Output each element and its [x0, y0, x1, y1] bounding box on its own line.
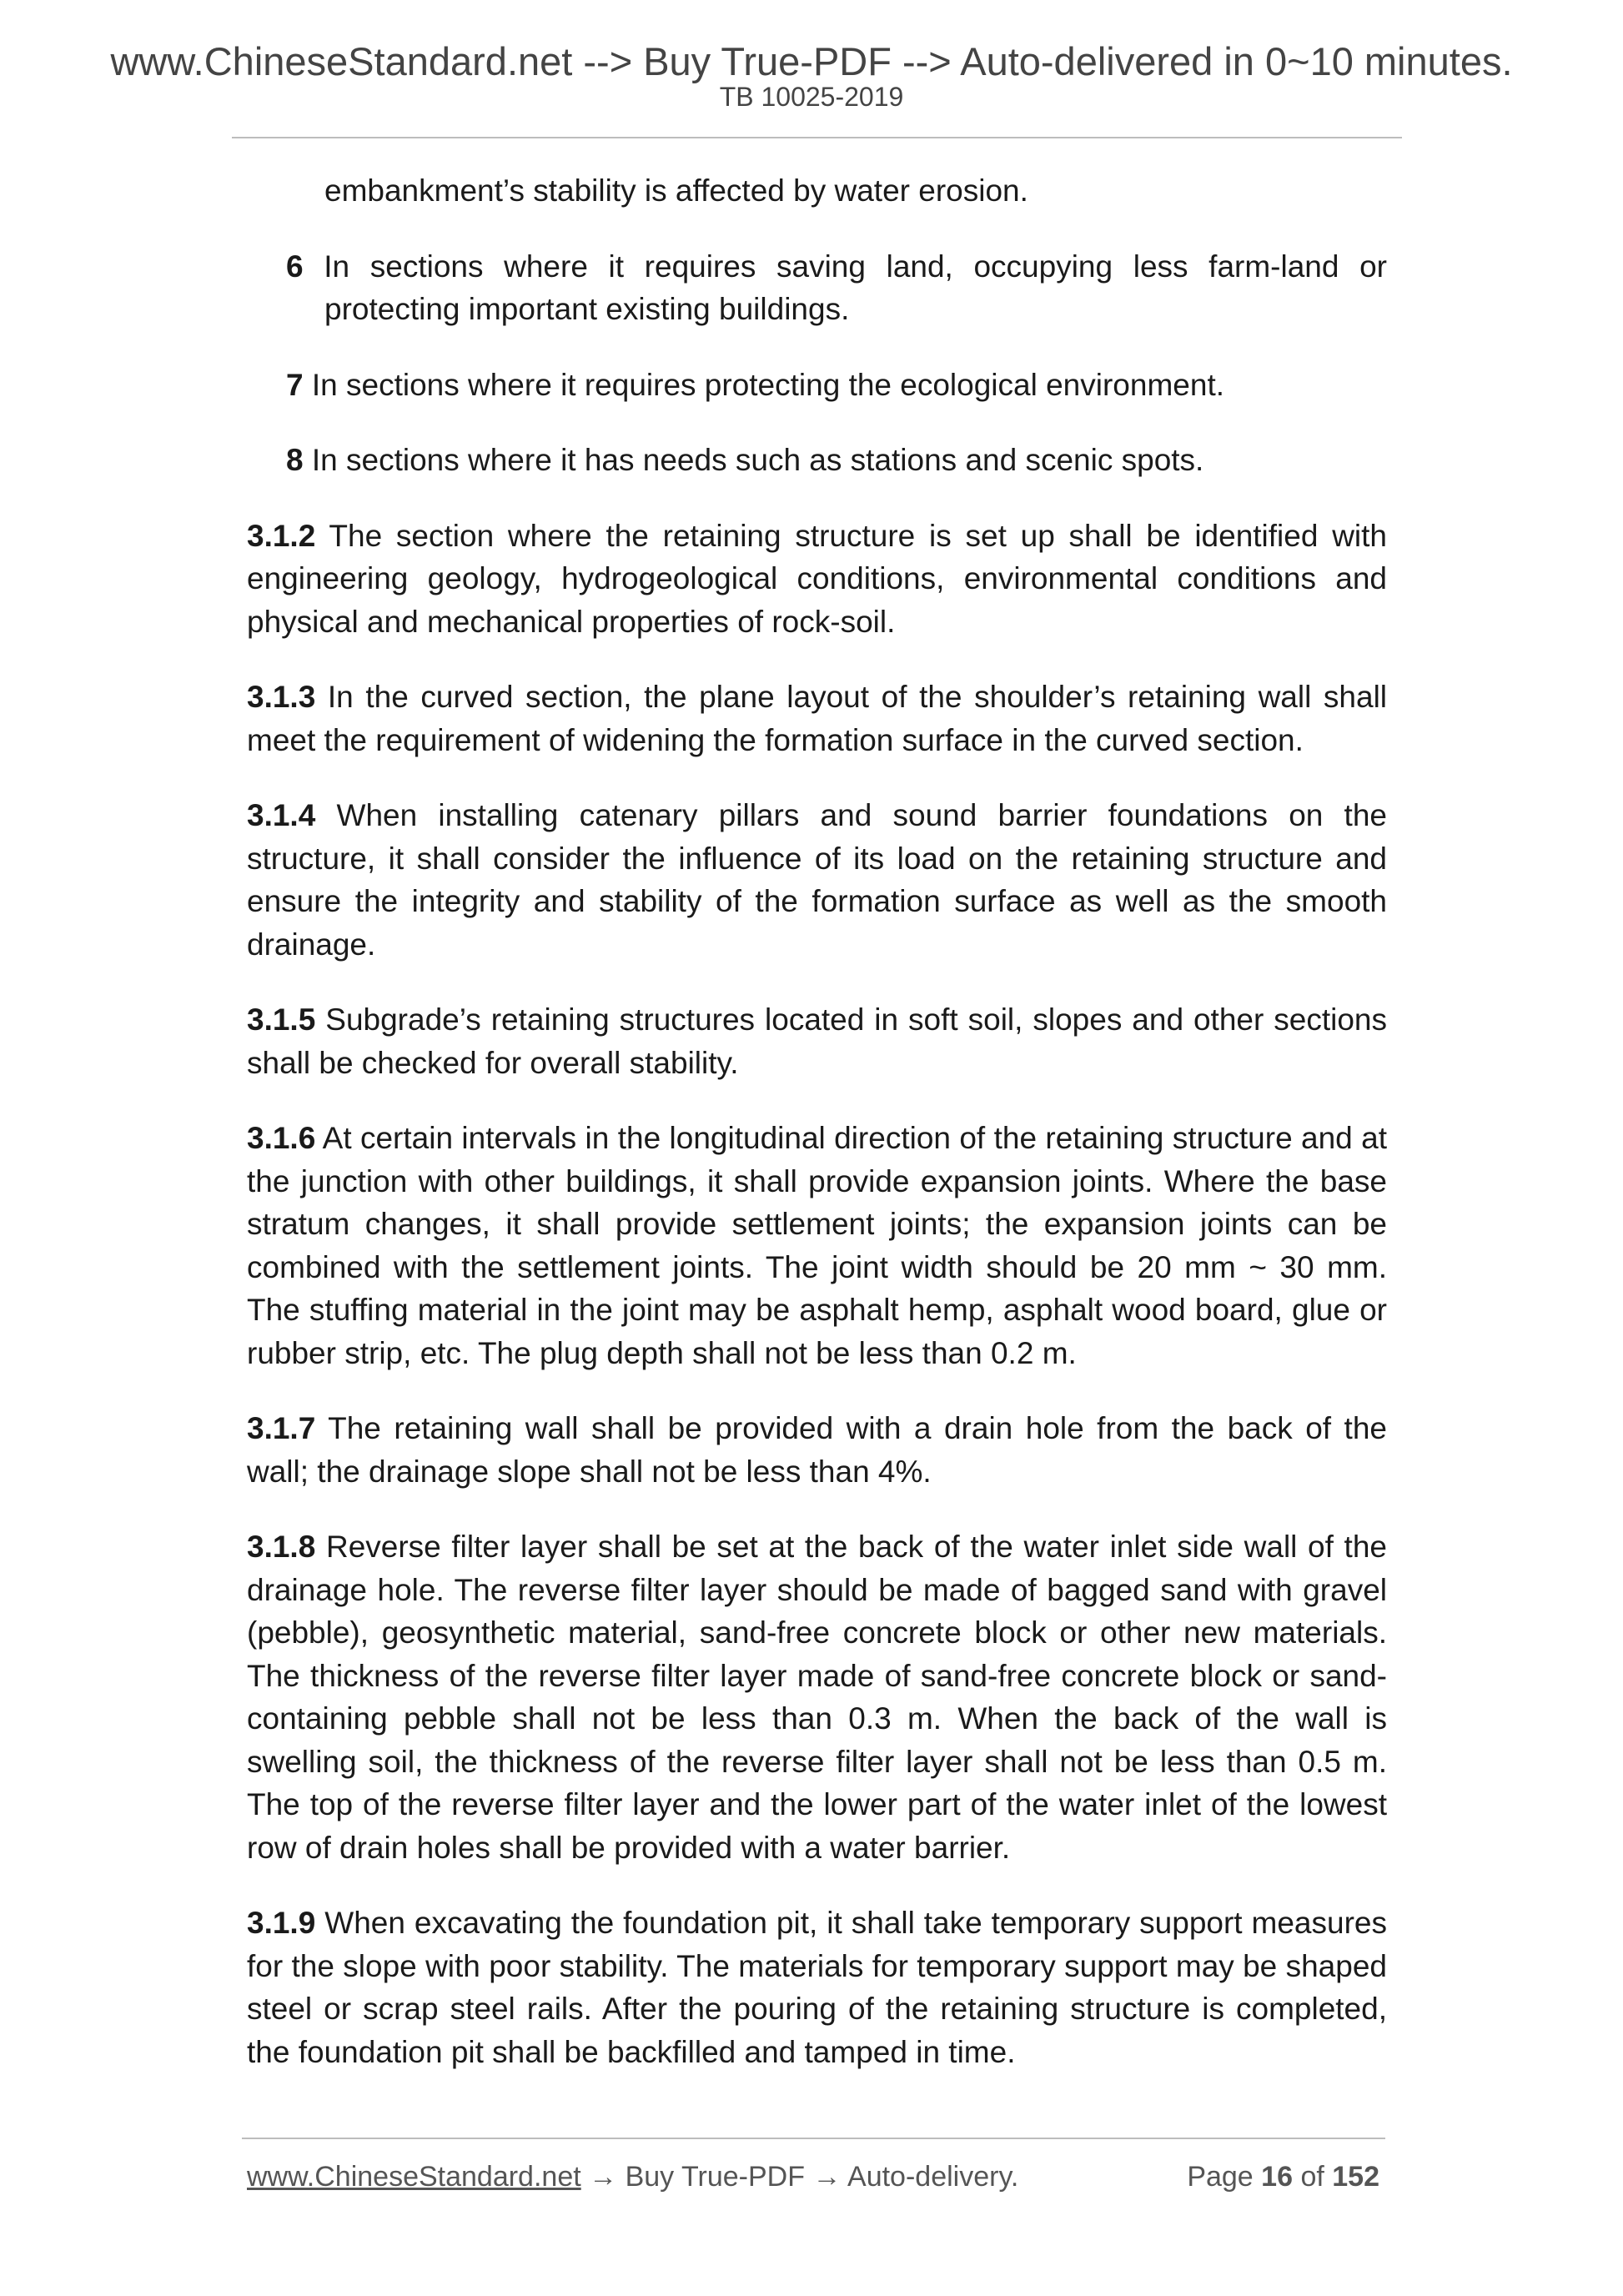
list-item: [285, 439, 1387, 482]
clause-3-1-3: [247, 676, 1387, 761]
clause-number: 3.1.6: [247, 1121, 316, 1155]
page-counter: [1187, 2161, 1379, 2193]
clause-text: In the curved section, the plane layout of the shoulder’s retaining wall shall meet the requirement of widening the formation surface in the curved section.: [247, 680, 1388, 757]
clause-3-1-9: [247, 1902, 1387, 2073]
item-number: 6: [286, 249, 304, 284]
clause-3-1-4: [247, 794, 1387, 966]
delivery-text: Auto-delivery.: [847, 2161, 1019, 2193]
arrow-right-icon: →: [589, 2161, 618, 2193]
item-text: In sections where it requires saving land, occupying less farm-land or protecting important existing buildings.: [324, 249, 1388, 326]
item-number: 7: [286, 367, 304, 402]
clause-number: 3.1.3: [247, 680, 316, 714]
footer-divider: [242, 2138, 1385, 2139]
clause-3-1-5: [247, 998, 1387, 1084]
item-number: 8: [286, 443, 304, 477]
clause-3-1-8: [247, 1525, 1387, 1869]
clause-number: 3.1.7: [247, 1411, 316, 1445]
clause-text: Reverse filter layer shall be set at the back of the water inlet side wall of the drainage hole. The reverse filter layer should be made of bagged sand with gravel (pebble), geosynthetic material, sand-free concrete block or other new materials. The thickness of the reverse filter layer made of sand-free concrete block or sand-containing pebble shall not be less than 0.3 m. When the back of the wall is swelling soil, the thickness of the reverse filter layer shall not be less than 0.5 m. The top of the reverse filter layer and the lower part of the water inlet of the lowest row of drain holes shall be provided with a water barrier.: [247, 1530, 1387, 1865]
document-number: TB 10025-2019: [719, 82, 904, 112]
clause-number: 3.1.4: [247, 798, 316, 832]
site-banner: www.ChineseStandard.net --> Buy True-PDF --> Auto-delivered in 0~10 minutes.: [110, 39, 1513, 83]
continuation-text: embankment’s stability is affected by water erosion.: [324, 173, 1028, 208]
header-divider: [232, 137, 1402, 138]
clause-text: The section where the retaining structure is set up shall be identified with engineering geology, hydrogeological conditions, environmental conditions and physical and mechanical properties of rock-soil.: [247, 518, 1387, 639]
list-item: [285, 364, 1387, 407]
clause-text: Subgrade’s retaining structures located in soft soil, slopes and other sections shall be checked for overall stability.: [247, 1002, 1388, 1080]
clause-number: 3.1.5: [247, 1002, 316, 1037]
clause-3-1-2: [247, 515, 1387, 644]
site-link[interactable]: www.ChineseStandard.net: [247, 2161, 581, 2193]
clause-number: 3.1.2: [247, 518, 316, 553]
item-text: In sections where it has needs such as stations and scenic spots.: [311, 443, 1204, 477]
page-body: [247, 169, 1387, 2106]
clause-text: When installing catenary pillars and sound barrier foundations on the structure, it shall consider the influence of its load on the retaining structure and ensure the integrity and stability of the formation surface as well as the smooth drainage.: [247, 798, 1387, 962]
item-text: In sections where it requires protecting the ecological environment.: [311, 367, 1224, 402]
footer-promo: [247, 2161, 1018, 2193]
page-label: Page: [1187, 2161, 1254, 2193]
total-pages: 152: [1332, 2161, 1379, 2193]
list-item: [285, 245, 1387, 331]
clause-3-1-6: [247, 1117, 1387, 1374]
clause-number: 3.1.9: [247, 1906, 316, 1940]
current-page: 16: [1261, 2161, 1293, 2193]
clause-text: The retaining wall shall be provided with a drain hole from the back of the wall; the drainage slope shall not be less than 4%.: [247, 1411, 1387, 1489]
clause-number: 3.1.8: [247, 1530, 316, 1564]
clause-text: When excavating the foundation pit, it shall take temporary support measures for the slope with poor stability. The materials for temporary support may be shaped steel or scrap steel rails. After the pouring of the retaining structure is completed, the foundation pit shall be backfilled and tamped in time.: [247, 1906, 1387, 2069]
of-label: of: [1300, 2161, 1324, 2193]
arrow-right-icon: →: [812, 2161, 842, 2193]
clause-3-1-7: [247, 1407, 1387, 1493]
clause-text: At certain intervals in the longitudinal direction of the retaining structure and at the junction with other buildings, it shall provide expansion joints. Where the base stratum changes, it shall provide settlement joints; the expansion joints can be combined with the settlement joints. The joint width should be 20 mm ~ 30 mm. The stuffing material in the joint may be asphalt hemp, asphalt wood board, glue or rubber strip, etc. The plug depth shall not be less than 0.2 m.: [247, 1121, 1387, 1370]
buy-text: Buy True-PDF: [625, 2161, 805, 2193]
